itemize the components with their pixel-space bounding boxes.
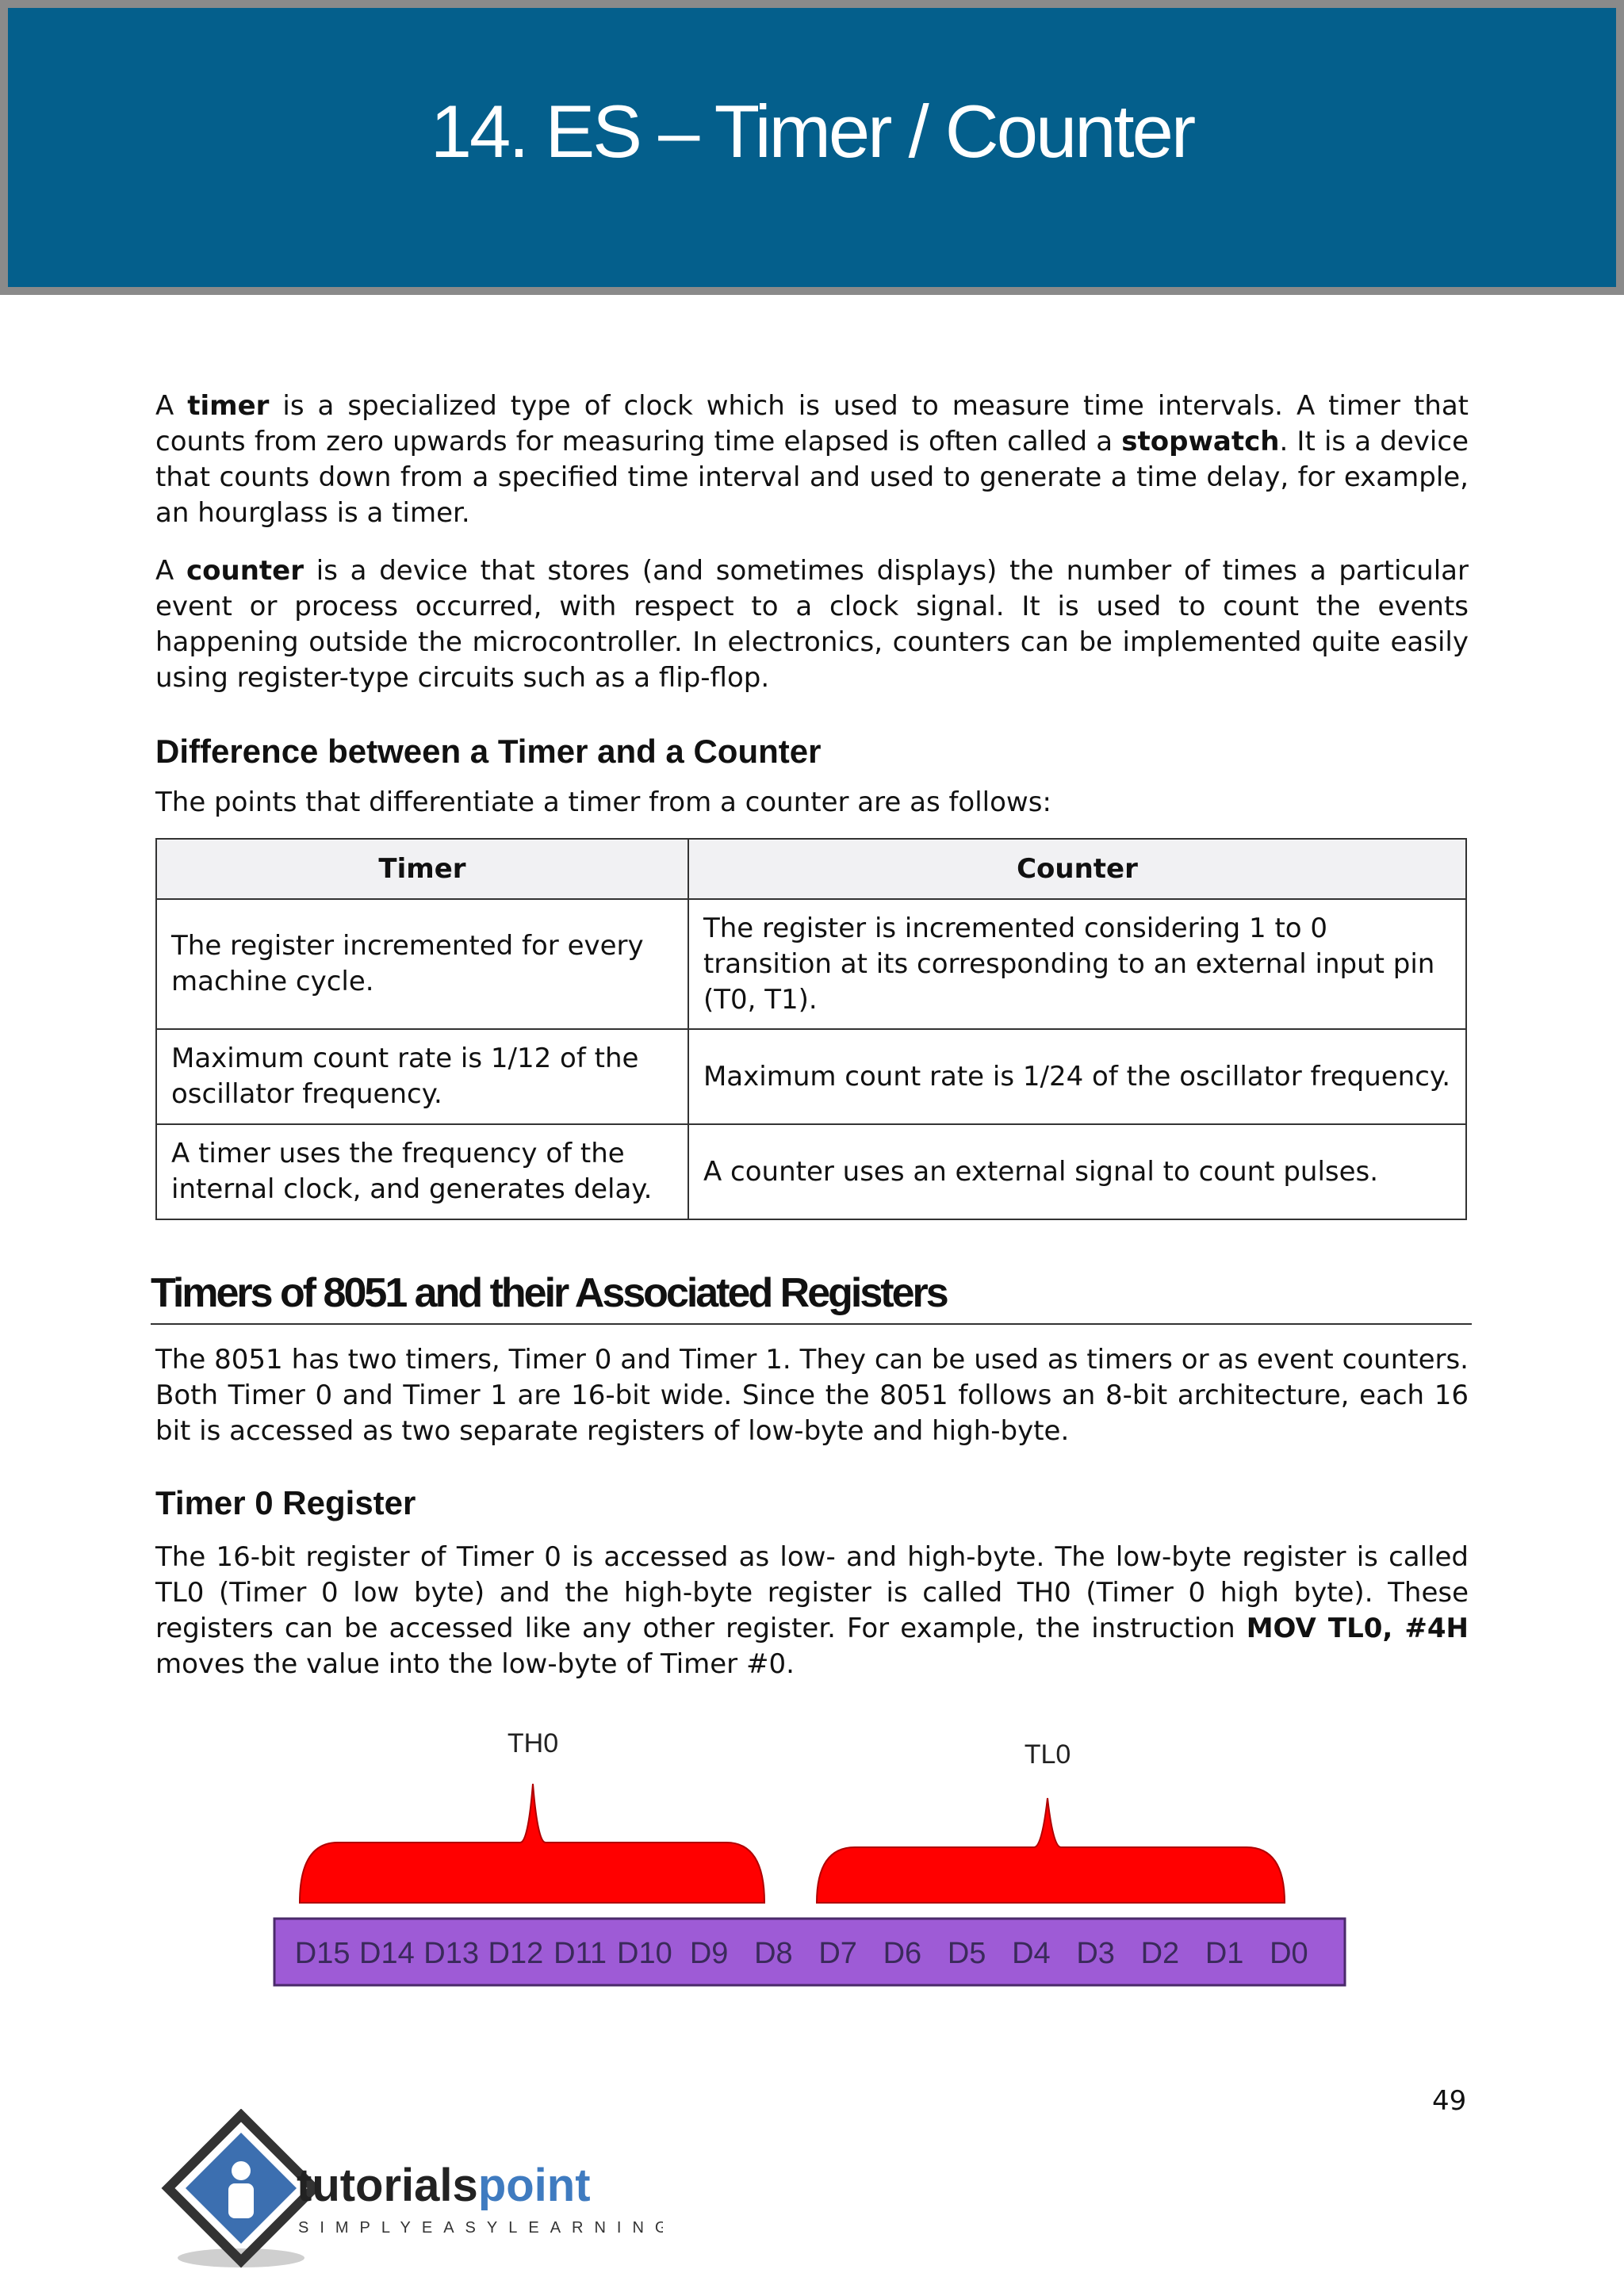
table-header-row [156, 839, 1466, 899]
bit-label: D11 [553, 1937, 607, 1970]
table-cell: The register incremented for every machine cycle. [156, 899, 688, 1029]
page-content [151, 388, 1469, 1705]
bit-label: D1 [1205, 1937, 1244, 1970]
bit-label: D4 [1012, 1937, 1051, 1970]
logo-wordmark-a: tutorials [297, 2160, 478, 2211]
th0-label: TH0 [507, 1728, 559, 1758]
table-cell: Maximum count rate is 1/24 of the oscillator frequency. [688, 1029, 1466, 1124]
table-cell: Maximum count rate is 1/12 of the oscillator frequency. [156, 1029, 688, 1124]
bit-label: D2 [1140, 1937, 1180, 1970]
table-row [156, 1124, 1466, 1219]
timers-8051-heading: Timers of 8051 and their Associated Registers [151, 1269, 1472, 1325]
bit-label: D12 [488, 1937, 544, 1970]
svg-text:tutorialspoint [297, 2160, 591, 2211]
term-stopwatch: stopwatch [1121, 426, 1280, 457]
table-header-timer: Timer [156, 839, 688, 899]
table-cell: The register is incremented considering 1 to 0 transition at its corresponding to an external input pin (T0, T1). [688, 899, 1466, 1029]
bit-label: D10 [617, 1937, 672, 1970]
table-cell: A timer uses the frequency of the internal clock, and generates delay. [156, 1124, 688, 1219]
low-byte-brace [817, 1798, 1285, 1903]
timer0-paragraph: The 16-bit register of Timer 0 is accessed as low- and high-byte. The low-byte register is called TL0 (Timer 0 low byte) and the high-byte register is called TH0 (Timer 0 high byte). These registers can be accessed like any other register. For example, the instruction MOV TL0, #4H moves the value into the low-byte of Timer #0. [155, 1541, 1469, 1680]
instruction-code: MOV TL0, #4H [1246, 1613, 1469, 1644]
bit-label: D14 [359, 1937, 415, 1970]
page-number: 49 [1432, 2085, 1467, 2117]
bit-label: D3 [1076, 1937, 1115, 1970]
timer-counter-table [155, 838, 1467, 1220]
timer0-heading: Timer 0 Register [155, 1484, 416, 1521]
chapter-banner [0, 0, 1624, 295]
bit-label: D6 [883, 1937, 922, 1970]
term-timer: timer [187, 390, 270, 422]
logo-tagline: SIMPLYEASYLEARNING [298, 2219, 663, 2237]
bit-label: D13 [423, 1937, 479, 1970]
timer0-register-diagram [266, 1728, 1353, 1998]
bit-label: D8 [754, 1937, 793, 1970]
bit-label: D5 [947, 1937, 986, 1970]
high-byte-brace [300, 1784, 764, 1903]
counter-definition: A counter is a device that stores (and sometimes displays) the number of times a particular event or process occurred, with respect to a clock signal. It is used to count the events happening outside the microcontroller. In electronics, counters can be implemented quite easily using register-type circuits such as a flip-flop. [155, 555, 1469, 694]
table-header-counter: Counter [688, 839, 1466, 899]
timers-8051-paragraph: The 8051 has two timers, Timer 0 and Timer 1. They can be used as timers or as event counters. Both Timer 0 and Timer 1 are 16-bit wide. Since the 8051 follows an 8-bit architecture, each 16 bit is accessed as two separate registers of low-byte and high-byte. [155, 1344, 1469, 1447]
term-counter: counter [186, 555, 304, 587]
logo-wordmark-b: point [477, 2160, 591, 2211]
tl0-label: TL0 [1024, 1739, 1071, 1770]
difference-lead: The points that differentiate a timer from a counter are as follows: [155, 786, 1051, 818]
table-cell: A counter uses an external signal to count pulses. [688, 1124, 1466, 1219]
bit-label: D7 [818, 1937, 857, 1970]
table-row [156, 1029, 1466, 1124]
bit-label: D9 [689, 1937, 729, 1970]
table-row [156, 899, 1466, 1029]
bit-label: D15 [294, 1937, 350, 1970]
difference-heading: Difference between a Timer and a Counter [155, 733, 822, 770]
tutorialspoint-logo [155, 2109, 663, 2275]
bit-label: D0 [1270, 1937, 1308, 1970]
timer-definition: A timer is a specialized type of clock which is used to measure time intervals. A timer that counts from zero upwards for measuring time elapsed is often called a stopwatch. It is a device that counts down from a specified time interval and used to generate a time delay, for example, an hourglass is a timer. [155, 390, 1469, 529]
chapter-title: 14. ES – Timer / Counter [430, 90, 1194, 173]
